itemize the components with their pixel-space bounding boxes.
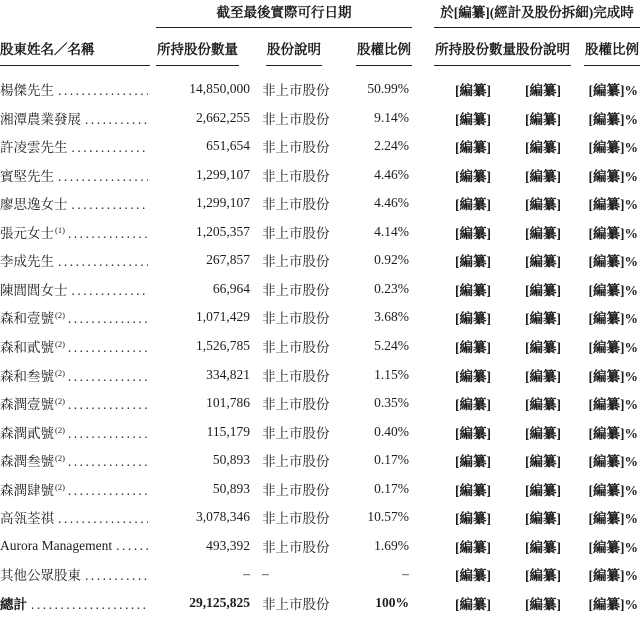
dot-leader <box>68 397 148 413</box>
shares-held-post-redacted: [編纂] <box>455 454 491 470</box>
table-row <box>0 189 640 218</box>
shares-held-current: 50,893 <box>212 480 250 496</box>
shares-held-post-redacted: [編纂] <box>455 368 491 384</box>
share-class-post-redacted: [編纂] <box>525 368 561 384</box>
dot-leader <box>68 340 148 356</box>
column-header-shares-post: 所持股份數量 <box>434 38 512 66</box>
table-row <box>0 503 640 532</box>
ownership-pct-current: 5.24% <box>374 338 409 354</box>
shareholder-name-cell <box>0 193 156 213</box>
share-class-post-redacted: [編纂] <box>525 511 561 527</box>
shares-held-current: 267,857 <box>206 252 250 268</box>
table-row <box>0 303 640 332</box>
ownership-pct-post-redacted: [編纂]% <box>588 397 638 413</box>
share-class-post-redacted: [編纂] <box>525 197 561 213</box>
shares-held-current: 1,526,785 <box>196 338 250 354</box>
shareholder-name: 森潤肆號 <box>0 482 54 498</box>
ownership-pct-post-redacted: [編纂]% <box>588 482 638 498</box>
shareholder-name-cell <box>0 108 156 128</box>
shareholder-name-cell <box>0 336 156 356</box>
dot-leader <box>68 226 148 242</box>
share-class-current: – <box>262 566 269 582</box>
shares-held-post-redacted: [編纂] <box>455 596 491 612</box>
share-class-post-redacted: [編纂] <box>525 140 561 156</box>
shares-held-post-redacted: [編纂] <box>455 282 491 298</box>
column-header-share-class-current: 股份說明 <box>252 38 336 66</box>
shares-held-post-redacted: [編纂] <box>455 83 491 99</box>
shares-held-current: 651,654 <box>206 138 250 154</box>
ownership-pct-current: 10.57% <box>367 509 409 525</box>
share-class-post-redacted: [編纂] <box>525 482 561 498</box>
share-class-current: 非上市股份 <box>262 83 330 99</box>
ownership-pct-current: 1.15% <box>374 366 409 382</box>
ownership-pct-post-redacted: [編纂]% <box>588 311 638 327</box>
table-row <box>0 475 640 504</box>
shareholder-name: 高瓴荃祺 <box>0 511 54 527</box>
group-header-post-completion: 於[編纂](經計及股份拆細)完成時 <box>434 6 640 28</box>
shares-held-post-redacted: [編纂] <box>455 140 491 156</box>
footnote-superscript: (2) <box>55 481 65 492</box>
table-body <box>0 75 640 617</box>
shares-held-current: 101,786 <box>206 395 250 411</box>
shareholder-name-cell <box>0 136 156 156</box>
dot-leader <box>68 311 148 327</box>
table-row <box>0 389 640 418</box>
share-class-post-redacted: [編纂] <box>525 225 561 241</box>
footnote-superscript: (2) <box>55 367 65 378</box>
shareholder-name: 陳閭閭女士 <box>0 282 68 298</box>
shares-held-post-redacted: [編纂] <box>455 197 491 213</box>
share-class-current: 非上市股份 <box>262 225 330 241</box>
shares-held-current: 1,071,429 <box>196 309 250 325</box>
share-class-post-redacted: [編纂] <box>525 568 561 584</box>
share-class-current: 非上市股份 <box>262 140 330 156</box>
dot-leader <box>72 197 149 213</box>
share-class-current: 非上市股份 <box>262 282 330 298</box>
table-row <box>0 532 640 561</box>
ownership-pct-post-redacted: [編纂]% <box>588 225 638 241</box>
share-class-post-redacted: [編纂] <box>525 425 561 441</box>
dot-leader <box>116 538 148 554</box>
ownership-pct-current: 0.35% <box>374 395 409 411</box>
table-header <box>0 6 640 66</box>
ownership-pct-post-redacted: [編纂]% <box>588 425 638 441</box>
footnote-superscript: (2) <box>55 396 65 407</box>
shares-held-current: 29,125,825 <box>189 594 250 610</box>
share-class-current: 非上市股份 <box>262 254 330 270</box>
ownership-pct-current: 4.14% <box>374 223 409 239</box>
column-header-shareholder-name: 股東姓名／名稱 <box>0 38 156 66</box>
ownership-pct-current: 9.14% <box>374 109 409 125</box>
share-class-current: 非上市股份 <box>262 425 330 441</box>
shareholder-name-cell <box>0 79 156 99</box>
column-header-ownership-pct-post: 股權比例 <box>574 38 640 66</box>
shares-held-post-redacted: [編纂] <box>455 425 491 441</box>
shares-held-current: 2,662,255 <box>196 109 250 125</box>
share-class-current: 非上市股份 <box>262 340 330 356</box>
ownership-pct-current: 50.99% <box>367 81 409 97</box>
shareholder-name: 賓堅先生 <box>0 168 54 184</box>
share-class-post-redacted: [編纂] <box>525 111 561 127</box>
share-class-current: 非上市股份 <box>262 168 330 184</box>
table-row <box>0 417 640 446</box>
shares-held-post-redacted: [編纂] <box>455 397 491 413</box>
ownership-pct-post-redacted: [編纂]% <box>588 197 638 213</box>
share-class-post-redacted: [編纂] <box>525 83 561 99</box>
shareholder-name: 森潤壹號 <box>0 397 54 413</box>
shareholder-name: 張元女士 <box>0 225 54 241</box>
share-class-post-redacted: [編纂] <box>525 168 561 184</box>
footnote-superscript: (1) <box>55 224 65 235</box>
shares-held-current: 1,299,107 <box>196 166 250 182</box>
column-header-row <box>0 38 640 66</box>
shareholder-name: 森和貳號 <box>0 340 54 356</box>
share-class-post-redacted: [編纂] <box>525 454 561 470</box>
shareholder-name-cell <box>0 165 156 185</box>
shareholder-name-cell <box>0 365 156 385</box>
dot-leader <box>85 568 148 584</box>
dot-leader <box>58 511 148 527</box>
share-class-current: 非上市股份 <box>262 311 330 327</box>
shares-held-current: 66,964 <box>212 280 250 296</box>
column-header-share-class-post: 股份說明 <box>512 38 574 66</box>
ownership-pct-current: 0.92% <box>374 252 409 268</box>
shareholder-name-cell <box>0 222 156 242</box>
table-row <box>0 332 640 361</box>
table-row <box>0 246 640 275</box>
shareholder-name: 森和叁號 <box>0 368 54 384</box>
ownership-pct-current: 1.69% <box>374 537 409 553</box>
share-class-post-redacted: [編纂] <box>525 311 561 327</box>
shareholder-name-cell <box>0 393 156 413</box>
shareholder-name-cell <box>0 593 156 613</box>
ownership-pct-current: – <box>402 566 409 582</box>
share-class-current: 非上市股份 <box>262 197 330 213</box>
shareholder-name-cell <box>0 564 156 584</box>
ownership-pct-post-redacted: [編纂]% <box>588 140 638 156</box>
ownership-pct-post-redacted: [編纂]% <box>588 168 638 184</box>
ownership-pct-post-redacted: [編纂]% <box>588 340 638 356</box>
shares-held-current: 493,392 <box>206 537 250 553</box>
shares-held-post-redacted: [編纂] <box>455 225 491 241</box>
dot-leader <box>58 169 148 185</box>
dot-leader <box>31 597 148 613</box>
table-row <box>0 589 640 617</box>
share-class-post-redacted: [編纂] <box>525 254 561 270</box>
table-row <box>0 560 640 589</box>
shareholder-name: 森潤貳號 <box>0 425 54 441</box>
dot-leader <box>58 83 148 99</box>
shares-held-post-redacted: [編纂] <box>455 511 491 527</box>
footnote-superscript: (2) <box>55 310 65 321</box>
column-header-ownership-pct-current: 股權比例 <box>336 38 412 66</box>
shares-held-current: 1,205,357 <box>196 223 250 239</box>
ownership-pct-post-redacted: [編纂]% <box>588 539 638 555</box>
shareholder-name-cell <box>0 538 156 554</box>
shareholder-name-cell <box>0 507 156 527</box>
column-header-shares-current: 所持股份數量 <box>156 38 252 66</box>
group-header-row <box>0 6 640 28</box>
shareholder-name: 許凌雲先生 <box>0 140 68 156</box>
shares-held-post-redacted: [編纂] <box>455 340 491 356</box>
ownership-pct-post-redacted: [編纂]% <box>588 83 638 99</box>
ownership-pct-current: 4.46% <box>374 166 409 182</box>
shareholder-name-cell <box>0 422 156 442</box>
shares-held-post-redacted: [編纂] <box>455 568 491 584</box>
shareholder-name: 李成先生 <box>0 254 54 270</box>
ownership-pct-post-redacted: [編纂]% <box>588 568 638 584</box>
ownership-pct-current: 3.68% <box>374 309 409 325</box>
shares-held-current: 3,078,346 <box>196 509 250 525</box>
shareholder-name: 其他公眾股東 <box>0 568 81 584</box>
ownership-pct-current: 0.17% <box>374 452 409 468</box>
share-class-current: 非上市股份 <box>262 511 330 527</box>
share-class-post-redacted: [編纂] <box>525 596 561 612</box>
shareholder-name: 湘潭農業發展 <box>0 111 81 127</box>
share-class-current: 非上市股份 <box>262 454 330 470</box>
share-class-post-redacted: [編纂] <box>525 397 561 413</box>
shareholder-name: 總計 <box>0 596 27 612</box>
ownership-pct-current: 0.17% <box>374 480 409 496</box>
table-row <box>0 160 640 189</box>
shareholder-name-cell <box>0 479 156 499</box>
shares-held-post-redacted: [編纂] <box>455 539 491 555</box>
ownership-pct-current: 4.46% <box>374 195 409 211</box>
ownership-pct-post-redacted: [編纂]% <box>588 454 638 470</box>
share-class-post-redacted: [編纂] <box>525 539 561 555</box>
ownership-pct-post-redacted: [編纂]% <box>588 282 638 298</box>
share-class-current: 非上市股份 <box>262 482 330 498</box>
shareholder-name: 森和壹號 <box>0 311 54 327</box>
ownership-pct-post-redacted: [編纂]% <box>588 368 638 384</box>
dot-leader <box>68 454 148 470</box>
group-header-current-date: 截至最後實際可行日期 <box>156 6 412 28</box>
ownership-pct-post-redacted: [編纂]% <box>588 254 638 270</box>
table-row <box>0 446 640 475</box>
shareholder-name-cell <box>0 450 156 470</box>
shares-held-current: 1,299,107 <box>196 195 250 211</box>
dot-leader <box>68 369 148 385</box>
share-class-current: 非上市股份 <box>262 111 330 127</box>
footnote-superscript: (2) <box>55 339 65 350</box>
ownership-pct-post-redacted: [編纂]% <box>588 111 638 127</box>
shares-held-current: 115,179 <box>206 423 250 439</box>
shareholder-name-cell <box>0 307 156 327</box>
ownership-pct-current: 100% <box>375 594 409 610</box>
ownership-pct-post-redacted: [編纂]% <box>588 511 638 527</box>
footnote-superscript: (2) <box>55 424 65 435</box>
dot-leader <box>68 426 148 442</box>
dot-leader <box>58 254 148 270</box>
shareholder-name-cell <box>0 250 156 270</box>
shares-held-post-redacted: [編纂] <box>455 254 491 270</box>
shares-held-current: 14,850,000 <box>189 81 250 97</box>
dot-leader <box>68 483 148 499</box>
share-class-current: 非上市股份 <box>262 596 330 612</box>
shareholder-name: 楊傑先生 <box>0 83 54 99</box>
shareholder-name: 森潤叁號 <box>0 454 54 470</box>
share-class-post-redacted: [編纂] <box>525 282 561 298</box>
footnote-superscript: (2) <box>55 453 65 464</box>
table-row <box>0 218 640 247</box>
shares-held-current: 334,821 <box>206 366 250 382</box>
shareholder-name: 廖思逸女士 <box>0 197 68 213</box>
ownership-pct-current: 0.23% <box>374 280 409 296</box>
ownership-pct-current: 0.40% <box>374 423 409 439</box>
shares-held-post-redacted: [編纂] <box>455 311 491 327</box>
dot-leader <box>72 140 149 156</box>
table-row <box>0 75 640 104</box>
table-row <box>0 360 640 389</box>
table-row <box>0 103 640 132</box>
shareholder-name-cell <box>0 279 156 299</box>
shares-held-current: 50,893 <box>212 452 250 468</box>
table-row <box>0 275 640 304</box>
ownership-pct-current: 2.24% <box>374 138 409 154</box>
share-class-current: 非上市股份 <box>262 397 330 413</box>
shares-held-current: – <box>243 566 250 582</box>
shares-held-post-redacted: [編纂] <box>455 168 491 184</box>
shareholder-name: Aurora Management <box>0 537 113 553</box>
shares-held-post-redacted: [編纂] <box>455 482 491 498</box>
dot-leader <box>72 283 149 299</box>
share-class-current: 非上市股份 <box>262 368 330 384</box>
share-class-current: 非上市股份 <box>262 539 330 555</box>
dot-leader <box>85 112 148 128</box>
shares-held-post-redacted: [編纂] <box>455 111 491 127</box>
table-row <box>0 132 640 161</box>
ownership-pct-post-redacted: [編纂]% <box>588 596 638 612</box>
share-class-post-redacted: [編纂] <box>525 340 561 356</box>
